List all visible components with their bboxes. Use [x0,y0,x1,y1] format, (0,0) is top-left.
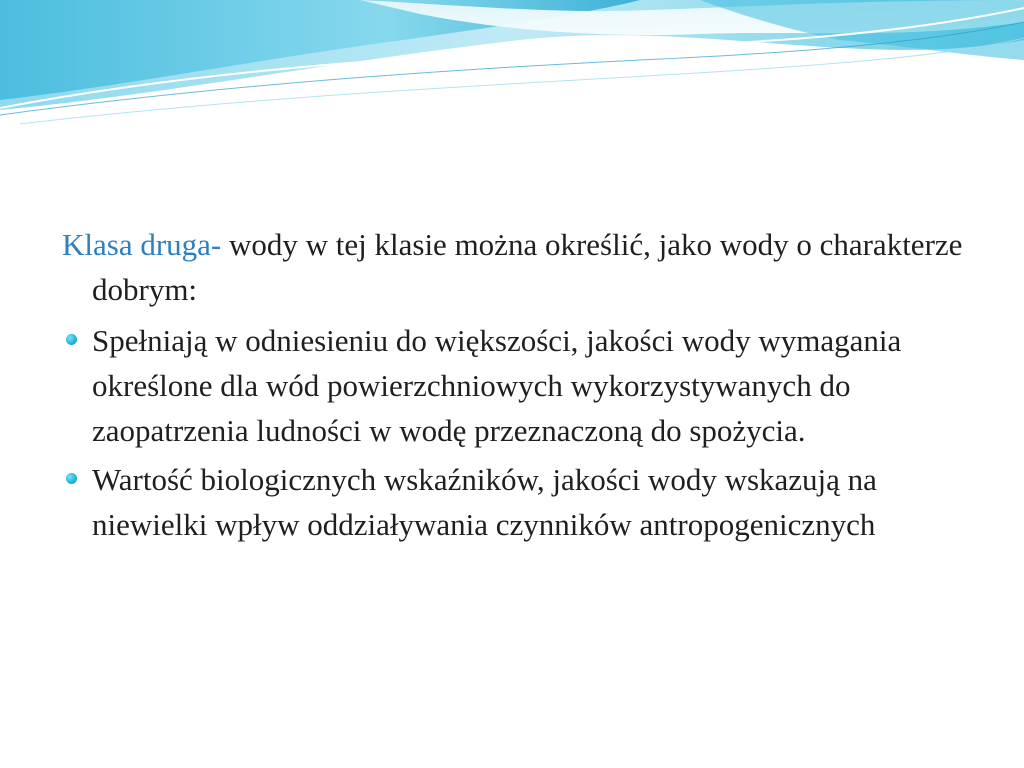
list-item-text: Spełniają w odniesieniu do większości, jakości wody wymagania określone dla wód powierzchniowych wykorzystywanych do zaopatrzenia ludności w wodę przeznaczoną do spożycia. [92,323,902,448]
wave-header-decoration [0,0,1024,130]
bullet-list [62,318,982,547]
list-item [62,318,982,453]
slide-body [62,222,982,551]
list-item-text: Wartość biologicznych wskaźników, jakości wody wskazują na niewielki wpływ oddziaływania czynników antropogenicznych [92,462,877,542]
intro-text: wody w tej klasie można określić, jako wody o charakterze dobrym: [92,227,963,307]
intro-paragraph [62,222,982,312]
intro-lead: Klasa druga- [62,227,222,262]
bullet-dot-icon [66,473,77,484]
list-item [62,457,982,547]
bullet-dot-icon [66,334,77,345]
